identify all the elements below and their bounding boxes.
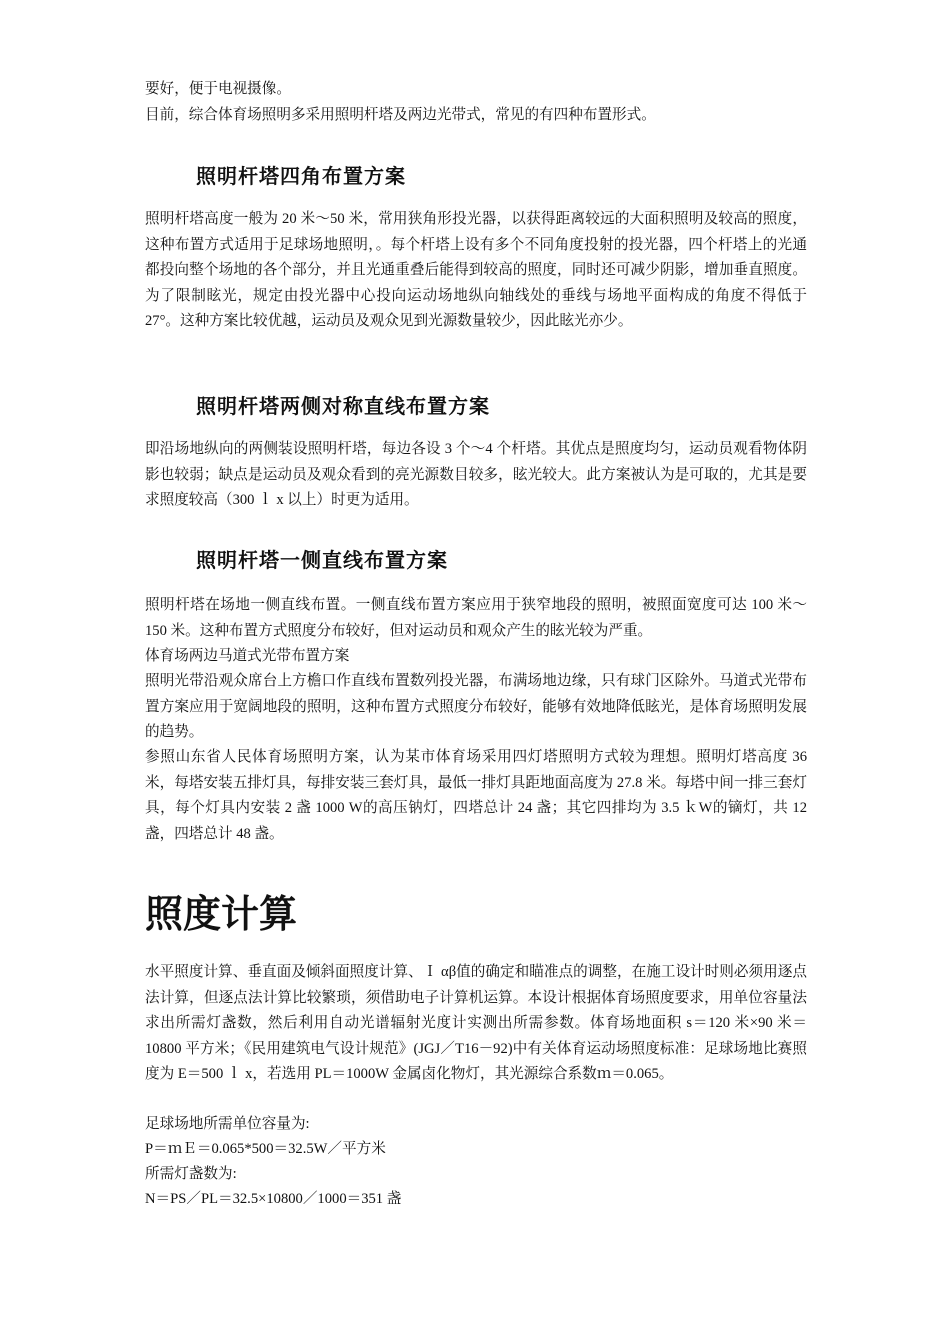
section-heading-four-corner: 照明杆塔四角布置方案	[196, 164, 406, 188]
section-heading-one-side: 照明杆塔一侧直线布置方案	[196, 548, 448, 572]
intro-line-2: 目前，综合体育场照明多采用照明杆塔及两边光带式，常见的有四种布置形式。	[145, 107, 656, 123]
calc-body: 水平照度计算、垂直面及倾斜面照度计算、Ｉ αβ值的确定和瞄准点的调整，在施工设计时则必须用逐点法计算，但逐点法计算比较繁琐，须借助电子计算机运算。本设计根据体育场照度要求，用单位容量法求出所需灯盏数，然后利用自动光谱辐射光度计实测出所需参数。体育场地面积 s＝120 米×90 米＝10800 平方米；《民用建筑电气设计规范》(JGJ／T16－92)中有关体育运动场照度标准：足球场地比赛照度为 E＝500 ｌ x，若选用 PL＝1000W 金属卤化物灯，其光源综合系数ｍ＝0.065。	[145, 964, 807, 1082]
subsection-heading-catwalk: 体育场两边马道式光带布置方案	[145, 648, 350, 664]
calc-unit-formula: P＝ｍＥ＝0.065*500＝32.5W／平方米	[145, 1141, 386, 1157]
intro-line-1: 要好，便于电视摄像。	[145, 81, 291, 97]
calc-heading: 照度计算	[145, 892, 298, 936]
section-body-two-side: 即沿场地纵向的两侧装设照明杆塔，每边各设 3 个～4 个杆塔。其优点是照度均匀，运动员观看物体阴影也较弱；缺点是运动员及观众看到的亮光源数目较多，眩光较大。此方案被认为是可取的，尤其是要求照度较高（300 ｌ x 以上）时更为适用。	[145, 441, 807, 508]
section-body-one-side: 照明杆塔在场地一侧直线布置。一侧直线布置方案应用于狭窄地段的照明，被照面宽度可达 100 米～150 米。这种布置方式照度分布较好，但对运动员和观众产生的眩光较为严重。	[145, 597, 807, 639]
calc-count-formula: N＝PS／PL＝32.5×10800／1000＝351 盏	[145, 1191, 402, 1207]
section-body-reference: 参照山东省人民体育场照明方案，认为某市体育场采用四灯塔照明方式较为理想。照明灯塔高度 36 米，每塔安装五排灯具，每排安装三套灯具，最低一排灯具距地面高度为 27.8 米。每塔中间一排三套灯具，每个灯具内安装 2 盏 1000 W的高压钠灯，四塔总计 24 盏；其它四排均为 3.5 ｋW的镝灯，共 12 盏，四塔总计 48 盏。	[145, 749, 807, 842]
calc-count-label: 所需灯盏数为:	[145, 1166, 237, 1182]
calc-unit-label: 足球场地所需单位容量为:	[145, 1116, 310, 1132]
section-body-four-corner: 照明杆塔高度一般为 20 米～50 米，常用狭角形投光器，以获得距离较远的大面积照明及较高的照度，这种布置方式适用于足球场地照明，。每个杆塔上设有多个不同角度投射的投光器，四个杆塔上的光通都投向整个场地的各个部分，并且光通重叠后能得到较高的照度，同时还可减少阴影，增加垂直照度。为了限制眩光，规定由投光器中心投向运动场地纵向轴线处的垂线与场地平面构成的角度不得低于 27°。这种方案比较优越，运动员及观众见到光源数量较少，因此眩光亦少。	[145, 211, 807, 329]
section-body-catwalk: 照明光带沿观众席台上方檐口作直线布置数列投光器，布满场地边缘，只有球门区除外。马道式光带布置方案应用于宽阔地段的照明，这种布置方式照度分布较好，能够有效地降低眩光，是体育场照明发展的趋势。	[145, 673, 807, 740]
section-heading-two-side: 照明杆塔两侧对称直线布置方案	[196, 394, 490, 418]
